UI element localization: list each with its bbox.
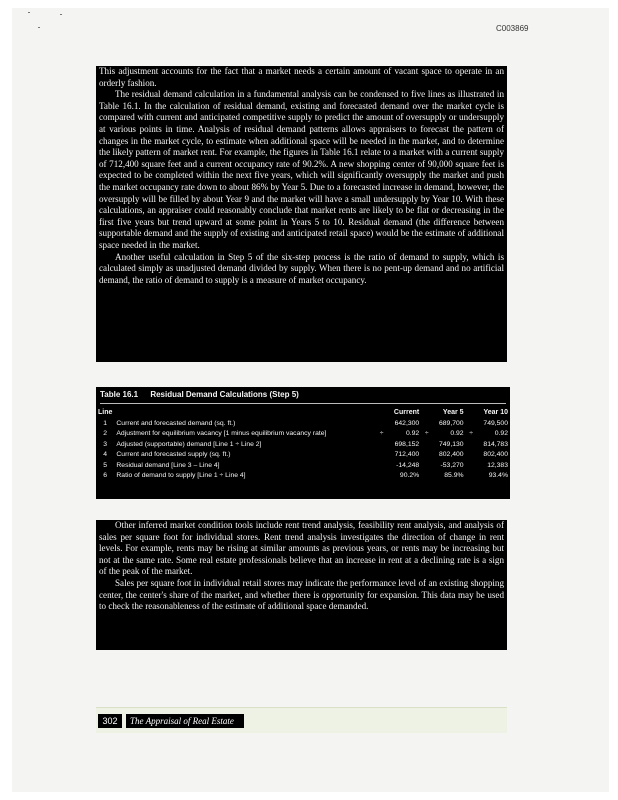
cell-year5: 0.92 [450,430,464,438]
cell-op [376,418,385,429]
cell-op [466,418,475,429]
scan-speck [38,27,40,28]
paragraph: Other inferred market condition tools include rent trend analysis, feasibility rent analysis, and analysis of sales per square foot for individual stores. Rent trend analysis investigates the direction of change in rent levels. For example, rents may be rising at similar amounts as previous years, or rents may be increasing but not at the same rate. Some real estate professionals believe that an increase in rent at a declining rate is a sign of the peak of the market. [99,520,504,577]
paragraph: Sales per square foot in individual retail stores may indicate the performance level of an existing shopping center, the center's share of the market, and whether there is opportunity for expansion. This data may be used to check the reasonableness of the estimate of additional space demanded. [99,577,504,612]
paragraph: The residual demand calculation in a fundamental analysis can be condensed to five lines as illustrated in Table 16.1. In the calculation of residual demand, existing and forecasted demand over the market cycle is compared with current and anticipated competitive supply to predict the amount of oversupply or undersupply at various points in time. Analysis of residual demand patterns allows appraisers to forecast the pattern of changes in the market cycle, to estimate when additional space will be needed in the market, and to determine the likely pattern of market rent. For example, the figures in Table 16.1 relate to a market with a current supply of 712,400 square feet and a current occupancy rate of 90.2%. A new shopping center of 90,000 square feet is expected to be completed within the next five years, which will significantly oversupply the market and push the market occupancy rate down to about 86% by Year 5. Due to a forecasted increase in demand, however, the oversupply will be filled by about Year 9 and the market will have a small undersupply by Year 10. With these calculations, an appraiser could reasonably conclude that market rents are likely to be flat or decreasing in the first five years but trend upward at some point in Years 5 to 10. Residual demand (the difference between supportable demand and the supply of existing and anticipated retail space) would be the estimate of additional space needed in the market. [99,89,504,250]
cell-description: Adjusted (supportable) demand [Line 1 ÷ Line 2] [116,440,262,448]
table-caption [100,390,299,399]
cell-op [421,450,430,461]
cell-op [376,460,385,471]
table-title: Residual Demand Calculations (Step 5) [150,390,299,399]
scan-speck [28,12,30,13]
cell-line: 4 [103,451,108,459]
cell-description: Current and forecasted demand (sq. ft.) [116,419,236,427]
cell-year10: 12,383 [487,461,508,469]
paragraph: This adjustment accounts for the fact that a market needs a certain amount of vacant space to operate in an orderly fashion. [99,66,504,88]
cell-op [421,439,430,450]
page-footer [96,707,507,733]
table-row [96,450,510,461]
cell-year5: 689,700 [438,419,464,427]
redacted-text-block-bottom [96,520,507,650]
cell-year5: 749,130 [438,440,464,448]
cell-line: 2 [103,430,108,438]
table-row [96,439,510,450]
header-op [466,409,475,418]
residual-demand-table [96,387,510,499]
cell-year5: 85.9% [444,472,464,480]
table-row [96,471,510,482]
cell-year5: -53,270 [440,461,464,469]
cell-current: 0.92 [405,430,420,438]
header-description [114,409,376,418]
cell-current: 712,400 [394,451,420,459]
table-row [96,429,510,440]
cell-line: 6 [103,472,108,480]
cell-op [421,471,430,482]
table-header-row [96,409,510,418]
document-id: C003869 [496,24,529,33]
cell-year10: 749,500 [483,419,508,427]
cell-current: 90.2% [399,472,420,480]
cell-year10: 802,400 [483,451,508,459]
cell-op [376,450,385,461]
header-year10: Year 10 [483,409,508,416]
cell-description: Ratio of demand to supply [Line 1 ÷ Line 4] [116,472,246,480]
header-op [421,409,430,418]
cell-line: 1 [103,419,108,427]
cell-op [466,439,475,450]
cell-op: ÷ [424,430,429,438]
cell-year10: 0.92 [494,430,508,438]
cell-description: Adjustment for equilibrium vacancy [1 minus equilibrium vacancy rate] [116,430,327,438]
cell-current: -14,248 [396,461,420,469]
cell-current: 698,152 [394,440,420,448]
cell-year5: 802,400 [438,451,464,459]
header-line: Line [98,409,113,416]
header-current: Current [393,409,420,416]
redacted-text-block-top [96,66,507,362]
table-row [96,418,510,429]
cell-description: Residual demand [Line 3 – Line 4] [116,461,220,469]
cell-description: Current and forecasted supply (sq. ft.) [116,451,231,459]
book-title: The Appraisal of Real Estate [126,714,244,728]
cell-year10: 93.4% [488,472,508,480]
cell-op [466,450,475,461]
cell-line: 5 [103,461,108,469]
cell-op [421,460,430,471]
cell-op [466,471,475,482]
cell-line: 3 [103,440,108,448]
cell-op: ÷ [469,430,473,438]
cell-year10: 814,783 [483,440,508,448]
table-grid [96,409,510,481]
page-number: 302 [98,714,122,728]
cell-op [466,460,475,471]
cell-current: 642,300 [394,419,420,427]
table-row [96,460,510,471]
cell-op [376,471,385,482]
scan-speck [60,14,62,15]
paragraph: Another useful calculation in Step 5 of the six-step process is the ratio of demand to supply, which is calculated simply as unadjusted demand divided by supply. When there is no pent-up demand and no artificial demand, the ratio of demand to supply is a measure of market occupancy. [99,251,504,285]
header-year5: Year 5 [442,409,464,416]
table-number: Table 16.1 [100,390,139,399]
cell-op [421,418,430,429]
caption-rule [100,403,506,404]
cell-op [376,439,385,450]
cell-op: ÷ [379,430,384,438]
header-op [376,409,385,418]
